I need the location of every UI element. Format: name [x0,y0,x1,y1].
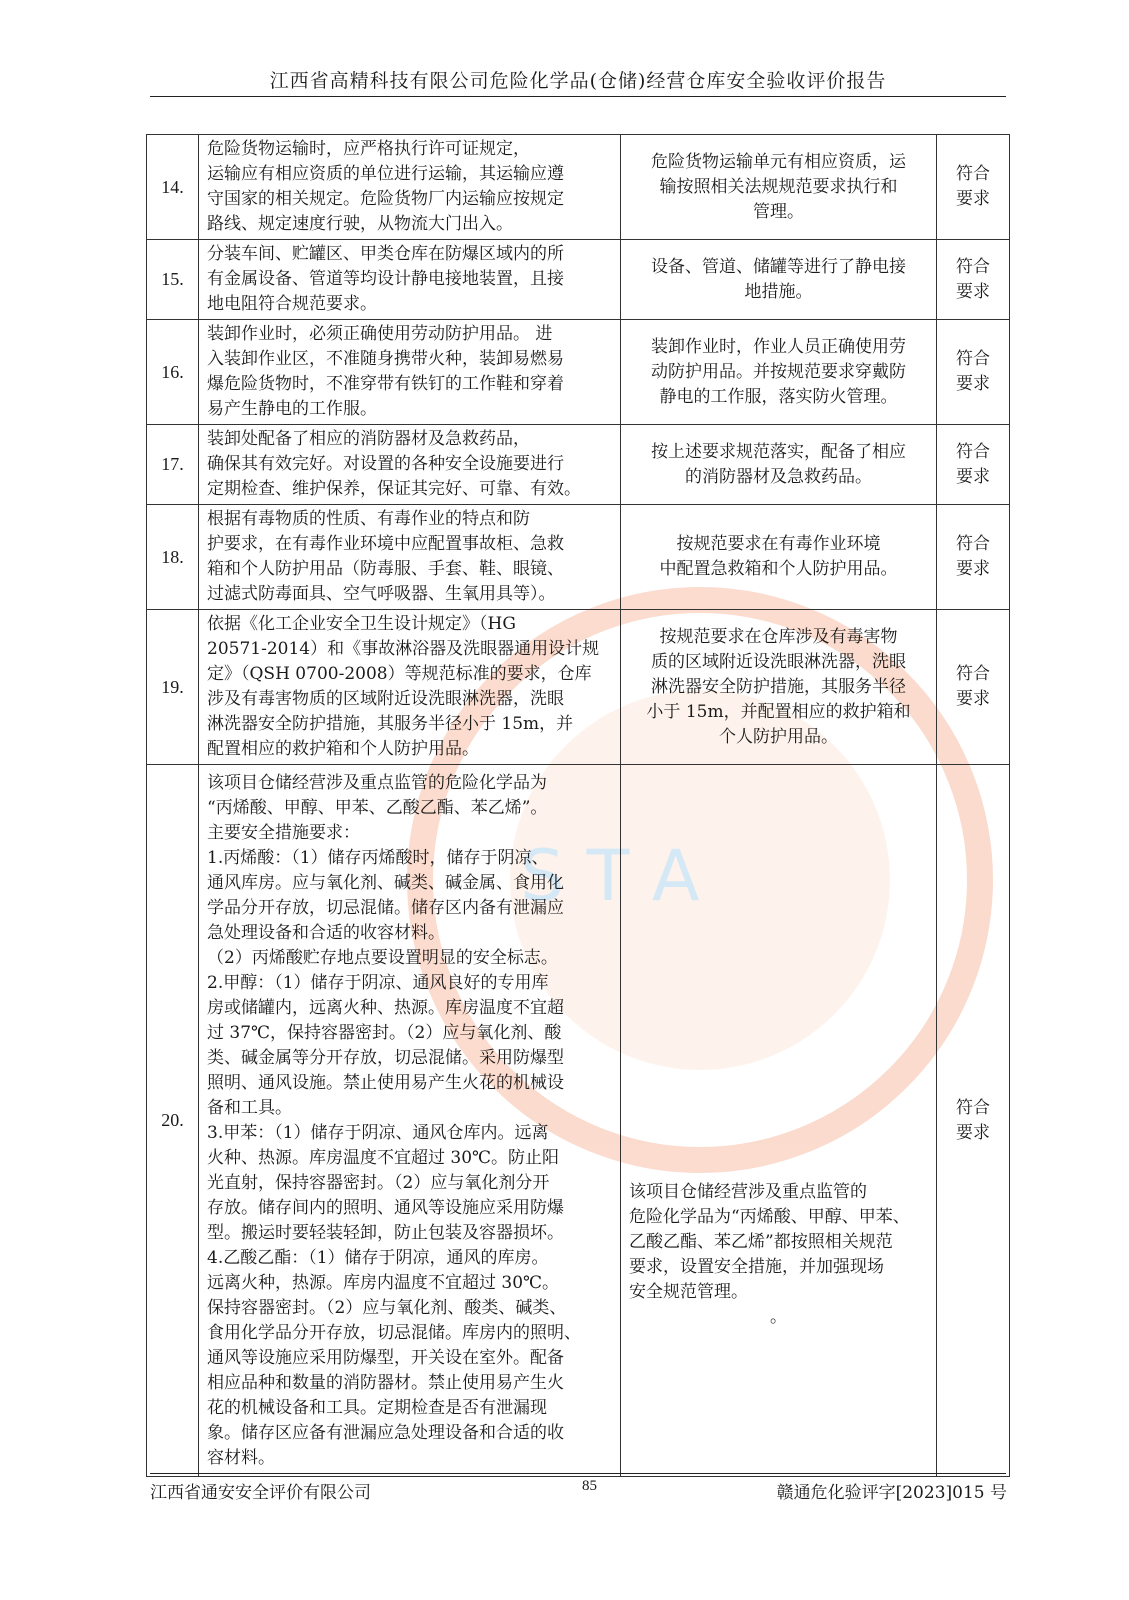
requirement-line: 有金属设备、管道等均设计静电接地装置，且接 [207,269,564,289]
header-divider [150,96,1006,97]
measure-cell [621,135,937,240]
measure-line: 安全规范管理。 [629,1281,748,1302]
row-number: 20. [147,765,199,1477]
footer-divider [150,1473,1006,1474]
requirement-cell [199,135,621,240]
result-cell [937,425,1010,505]
requirement-line: 入装卸作业区，不准随身携带火种，装卸易燃易 [207,349,564,369]
requirement-line: 守国家的相关规定。危险货物厂内运输应按规定 [207,189,564,209]
requirement-line: 房或储罐内，远离火种、热源。库房温度不宜超 [207,997,564,1018]
row-number: 16. [147,320,199,425]
requirement-line: 保持容器密封。（2）应与氧化剂、酸类、碱类、 [207,1297,567,1318]
requirement-line: 急处理设备和合适的收容材料。 [207,922,445,943]
row-number: 15. [147,240,199,320]
row-number: 14. [147,135,199,240]
requirement-line: 容材料。 [207,1447,275,1468]
requirement-line: 象。储存区应备有泄漏应急处理设备和合适的收 [207,1422,564,1443]
requirement-line: 配置相应的救护箱和个人防护用品。 [207,739,479,759]
requirement-line: 过 37℃，保持容器密封。（2）应与氧化剂、酸 [207,1022,562,1043]
measure-cell [621,610,937,765]
requirement-line: 火种、热源。库房温度不宜超过 30℃。防止阳 [207,1147,560,1168]
measure-line: 危险化学品为“丙烯酸、甲醇、甲苯、 [629,1206,910,1227]
measure-line: 按规范要求在有毒作业环境 [676,534,881,554]
requirement-line: 存放。储存间内的照明、通风等设施应采用防爆 [207,1197,564,1218]
requirement-line: 确保其有效完好。对设置的各种安全设施要进行 [207,454,564,474]
table-row [147,425,1010,505]
result-text: 符合 要求 [956,349,990,394]
requirement-line: 食用化学品分开存放，切忌混储。库房内的照明、 [207,1322,581,1343]
footer-doc-number: 赣通危化验评字[2023]015 号 [776,1483,1007,1503]
result-cell [937,765,1010,1477]
requirement-line: 涉及有毒害物质的区域附近设洗眼淋洗器，洗眼 [207,689,564,709]
requirement-line: （2）丙烯酸贮存地点要设置明显的安全标志。 [207,947,558,968]
measure-line: 质的区域附近设洗眼淋洗器，洗眼 [651,651,906,672]
row-number: 17. [147,425,199,505]
requirement-line: 2.甲醇：（1）储存于阴凉、通风良好的专用库 [207,972,549,993]
measure-line: 动防护用品。并按规范要求穿戴防 [651,361,906,382]
result-text: 符合 要求 [956,441,990,487]
measure-line: 静电的工作服，落实防火管理。 [659,386,898,407]
requirement-line: 花的机械设备和工具。定期检查是否有泄漏现 [207,1397,547,1418]
requirement-line: 路线、规定速度行驶，从物流大门出入。 [207,214,513,234]
requirement-line: 过滤式防毒面具、空气呼吸器、生氧用具等）。 [207,584,556,604]
measure-line: 个人防护用品。 [719,726,838,747]
requirement-cell [199,240,621,320]
requirement-cell [199,505,621,610]
requirement-line: 照明、通风设施。禁止使用易产生火花的机械设 [207,1072,564,1093]
result-cell [937,135,1010,240]
measure-line: 中配置急救箱和个人防护用品。 [659,559,898,579]
measure-line: 乙酸乙酯、苯乙烯”都按照相关规范 [629,1231,893,1252]
measure-line: 装卸作业时，作业人员正确使用劳 [651,336,906,357]
row-number: 18. [147,505,199,610]
requirement-line: 型。搬运时要轻装轻卸，防止包装及容器损坏。 [207,1222,564,1243]
requirement-line: 定期检查、维护保养，保证其完好、可靠、有效。 [207,479,581,499]
requirement-line: 地电阻符合规范要求。 [207,294,377,314]
requirement-line: “丙烯酸、甲醇、甲苯、乙酸乙酯、苯乙烯”。 [207,797,548,818]
requirement-line: 1.丙烯酸：（1）储存丙烯酸时，储存于阴凉、 [207,847,549,868]
measure-line: 设备、管道、储罐等进行了静电接 [651,256,906,277]
measure-line: 的消防器材及急救药品。 [685,466,872,487]
result-cell [937,505,1010,610]
requirement-line: 主要安全措施要求： [207,822,360,843]
table-row [147,240,1010,320]
measure-cell [621,765,937,1477]
table-row [147,320,1010,425]
requirement-line: 定》（QSH 0700-2008）等规范标准的要求，仓库 [207,664,592,684]
measure-cell [621,320,937,425]
requirement-cell [199,320,621,425]
measure-cell [621,425,937,505]
measure-line: 地措施。 [744,281,813,302]
measure-tail: 。 [770,1306,787,1327]
requirement-line: 分装车间、贮罐区、甲类仓库在防爆区域内的所 [207,244,564,264]
requirement-line: 相应品种和数量的消防器材。禁止使用易产生火 [207,1372,564,1393]
requirement-line: 4.乙酸乙酯：（1）储存于阴凉，通风的库房。 [207,1247,549,1268]
measure-line: 淋洗器安全防护措施，其服务半径 [651,676,906,697]
measure-line: 按上述要求规范落实，配备了相应 [651,441,906,462]
requirement-line: 通风等设施应采用防爆型，开关设在室外。配备 [207,1347,564,1368]
watermark-letters: S T A [520,835,700,917]
requirement-line: 该项目仓储经营涉及重点监管的危险化学品为 [207,772,547,793]
result-text: 符合 要求 [956,534,990,579]
measure-line: 要求，设置安全措施，并加强现场 [629,1256,884,1277]
measure-line: 危险货物运输单元有相应资质，运 [651,151,906,172]
requirement-line: 运输应有相应资质的单位进行运输，其运输应遵 [207,164,564,184]
requirement-cell [199,610,621,765]
measure-cell [621,505,937,610]
requirement-line: 危险货物运输时，应严格执行许可证规定， [207,139,530,159]
result-text: 符合 要求 [956,256,990,302]
measure-line: 输按照相关法规规范要求执行和 [659,176,898,197]
requirement-line: 爆危险货物时，不准穿带有铁钉的工作鞋和穿着 [207,374,564,394]
table-row [147,505,1010,610]
requirement-line: 光直射，保持容器密封。（2）应与氧化剂分开 [207,1172,550,1193]
result-text: 符合 要求 [956,1097,990,1143]
requirement-line: 箱和个人防护用品（防毒服、手套、鞋、眼镜、 [207,559,564,579]
requirement-cell [199,425,621,505]
requirement-line: 备和工具。 [207,1097,292,1118]
requirement-line: 通风库房。应与氧化剂、碱类、碱金属、食用化 [207,872,564,893]
requirement-line: 易产生静电的工作服。 [207,399,377,419]
requirement-line: 20571-2014）和《事故淋浴器及洗眼器通用设计规 [207,639,600,659]
requirement-line: 装卸处配备了相应的消防器材及急救药品， [207,429,530,449]
measure-line: 管理。 [753,201,804,222]
requirement-line: 依据《化工企业安全卫生设计规定》（HG [207,614,516,634]
table-row [147,610,1010,765]
requirement-line: 装卸作业时，必须正确使用劳动防护用品。 进 [207,324,553,344]
measure-line: 小于 15m，并配置相应的救护箱和 [646,701,911,722]
row-number: 19. [147,610,199,765]
page-header-title: 江西省高精科技有限公司危险化学品(仓储)经营仓库安全验收评价报告 [269,70,887,92]
page-number: 85 [582,1478,597,1494]
table-row [147,765,1010,1477]
footer-company: 江西省通安安全评价有限公司 [150,1483,371,1503]
result-cell [937,320,1010,425]
requirement-line: 远离火种，热源。库房内温度不宜超过 30℃。 [207,1272,560,1293]
result-text: 符合 要求 [956,164,990,209]
measure-line: 按规范要求在仓库涉及有毒害物 [659,626,898,647]
requirement-cell [199,765,621,1477]
measure-line: 该项目仓储经营涉及重点监管的 [629,1181,867,1202]
requirement-line: 学品分开存放，切忌混储。储存区内备有泄漏应 [207,897,564,918]
requirement-line: 3.甲苯：（1）储存于阴凉、通风仓库内。远离 [207,1122,549,1143]
result-cell [937,610,1010,765]
requirement-line: 根据有毒物质的性质、有毒作业的特点和防 [207,509,530,529]
requirement-line: 护要求，在有毒作业环境中应配置事故柜、急救 [207,534,564,554]
result-text: 符合 要求 [956,664,990,709]
table-row [147,135,1010,240]
result-cell [937,240,1010,320]
requirement-line: 类、碱金属等分开存放，切忌混储。采用防爆型 [207,1047,564,1068]
requirement-line: 淋洗器安全防护措施，其服务半径小于 15m，并 [207,714,574,734]
requirements-table [146,134,1010,1477]
measure-cell [621,240,937,320]
